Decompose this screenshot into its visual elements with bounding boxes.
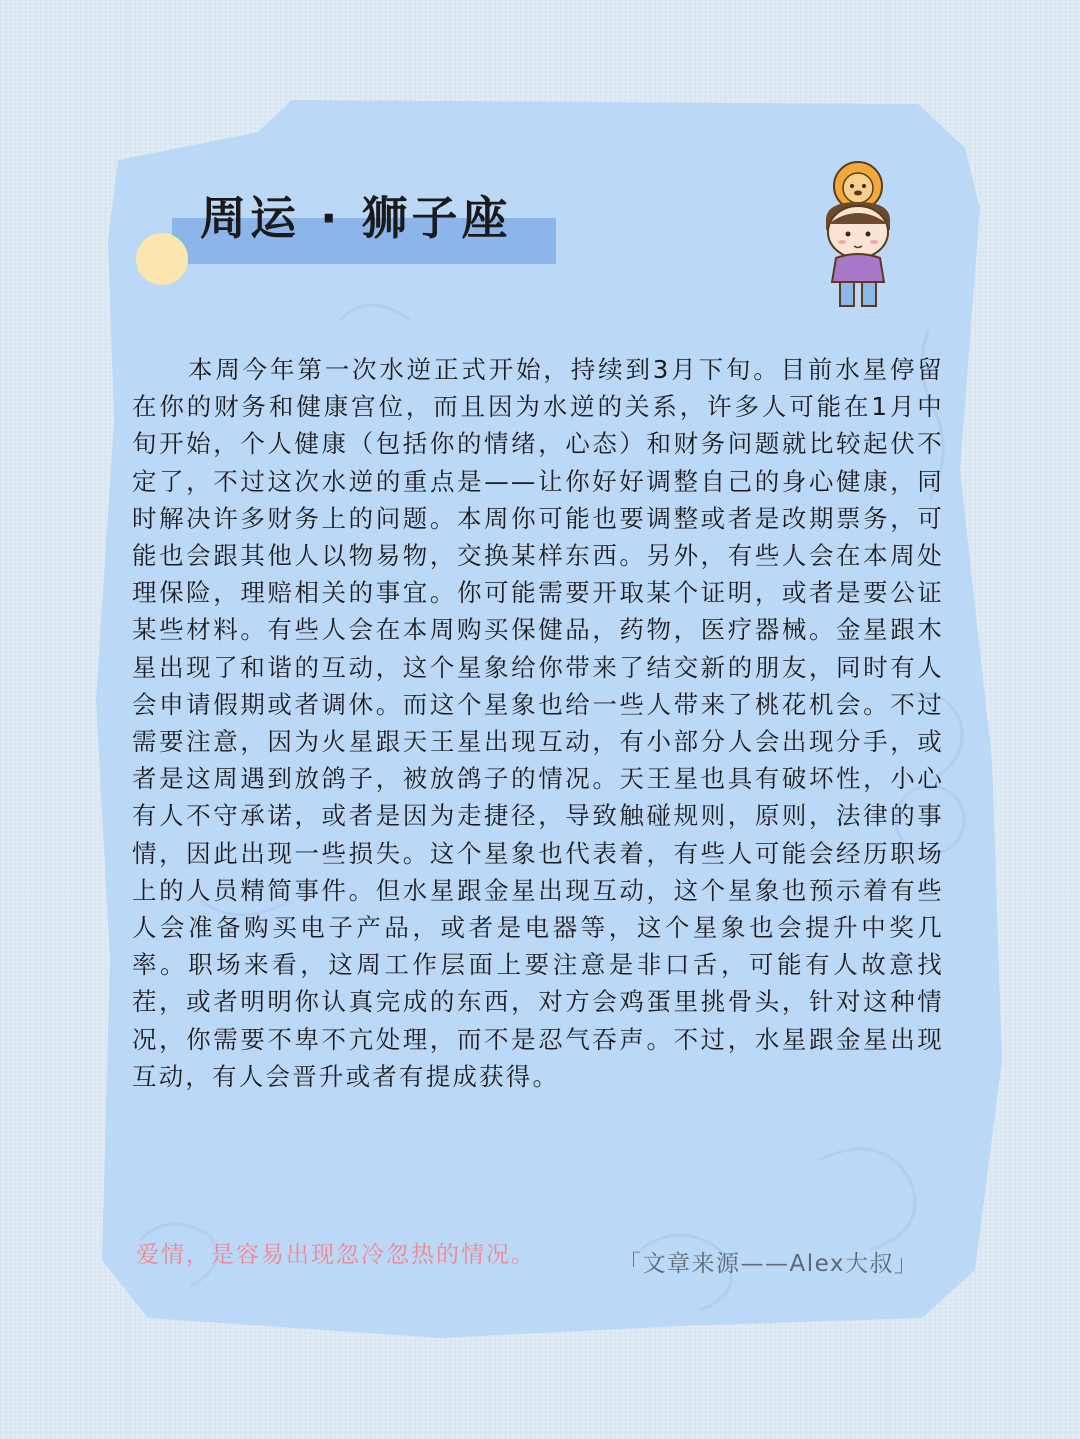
article-body: 本周今年第一次水逆正式开始，持续到3月下旬。目前水星停留在你的财务和健康宫位，而且因为水逆的关系，许多人可能在1月中旬开始，个人健康（包括你的情绪，心态）和财务问题就比较起伏不定了，不过这次水逆的重点是——让你好好调整自己的身心健康，同时解决许多财务上的问题。本周你可能也要调整或者是改期票务，可能也会跟其他人以物易物，交换某样东西。另外，有些人会在本周处理保险，理赔相关的事宜。你可能需要开取某个证明，或者是要公证某些材料。有些人会在本周购买保健品，药物，医疗器械。金星跟木星出现了和谐的互动，这个星象给你带来了结交新的朋友，同时有人会申请假期或者调休。而这个星象也给一些人带来了桃花机会。不过需要注意，因为火星跟天王星出现互动，有小部分人会出现分手，或者是这周遇到放鸽子，被放鸽子的情况。天王星也具有破坏性，小心有人不守承诺，或者是因为走捷径，导致触碰规则，原则，法律的事情，因此出现一些损失。这个星象也代表着，有些人可能会经历职场上的人员精简事件。但水星跟金星出现互动，这个星象也预示着有些人会准备购买电子产品，或者是电器等，这个星象也会提升中奖几率。职场来看，这周工作层面上要注意是非口舌，可能有人故意找茬，或者明明你认真完成的东西，对方会鸡蛋里挑骨头，针对这种情况，你需要不卑不亢处理，而不是忍气吞声。不过，水星跟金星出现互动，有人会晋升或者有提成获得。: [132, 355, 944, 1091]
lion-hat-child-icon: [806, 160, 906, 310]
source-credit: 「文章来源——Alex大叔」: [618, 1251, 919, 1277]
page-title: 周运 · 狮子座: [200, 191, 512, 245]
title-decoration-dot: [136, 233, 188, 285]
love-summary-note: 爱情，是容易出现忽冷忽热的情况。: [136, 1242, 536, 1268]
